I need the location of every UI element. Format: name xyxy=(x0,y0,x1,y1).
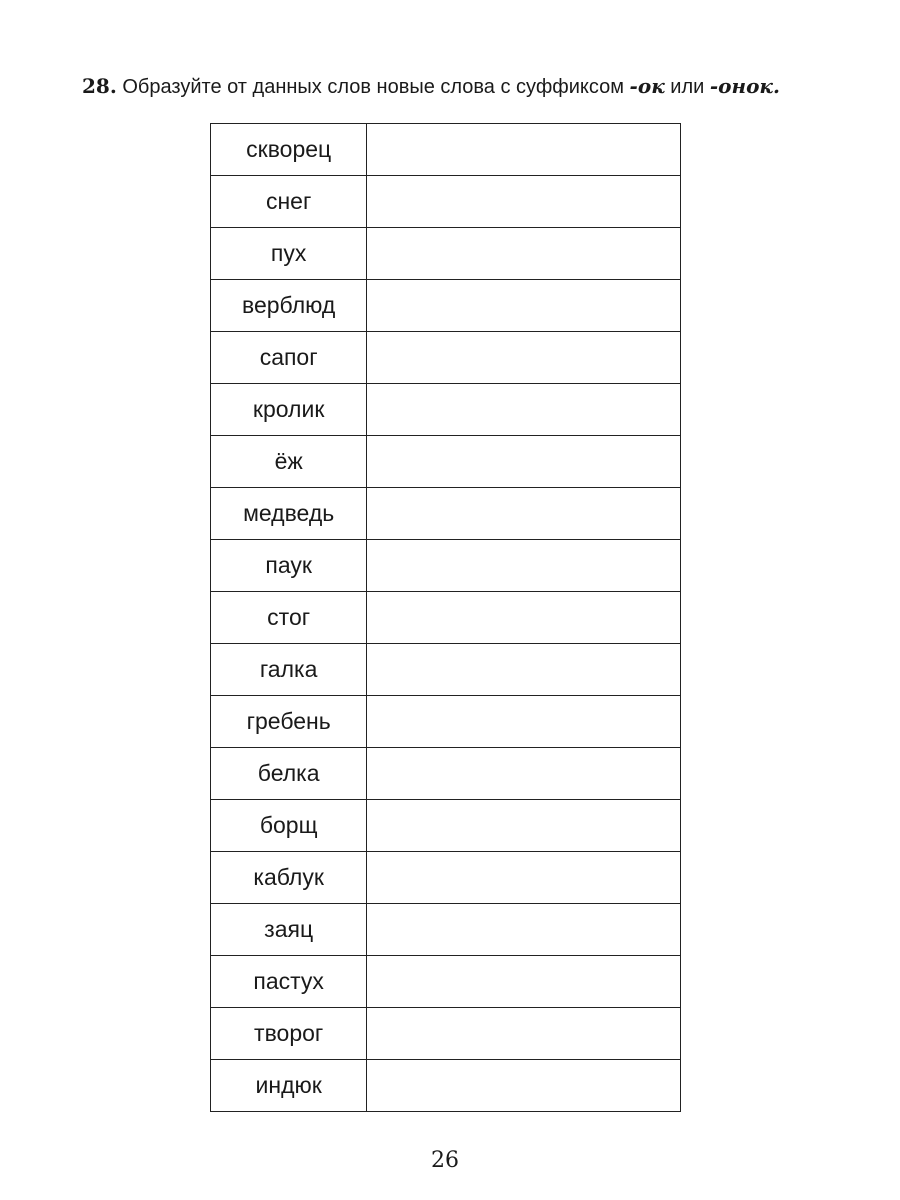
table-row xyxy=(211,332,681,384)
answer-cell[interactable] xyxy=(367,488,681,540)
answer-cell[interactable] xyxy=(367,176,681,228)
table-row xyxy=(211,384,681,436)
table-row xyxy=(211,748,681,800)
word-cell: ёж xyxy=(211,436,367,488)
word-table xyxy=(210,123,681,1112)
word-cell: борщ xyxy=(211,800,367,852)
word-cell: творог xyxy=(211,1008,367,1060)
word-cell: медведь xyxy=(211,488,367,540)
page-number: 26 xyxy=(431,1148,459,1173)
answer-cell[interactable] xyxy=(367,228,681,280)
table-row xyxy=(211,956,681,1008)
answer-cell[interactable] xyxy=(367,436,681,488)
answer-cell[interactable] xyxy=(367,280,681,332)
answer-cell[interactable] xyxy=(367,852,681,904)
word-cell: стог xyxy=(211,592,367,644)
word-cell: каблук xyxy=(211,852,367,904)
table-row xyxy=(211,1060,681,1112)
word-cell: галка xyxy=(211,644,367,696)
answer-cell[interactable] xyxy=(367,800,681,852)
table-row xyxy=(211,904,681,956)
answer-cell[interactable] xyxy=(367,540,681,592)
suffix-onok: -онок. xyxy=(709,74,780,98)
word-cell: пастух xyxy=(211,956,367,1008)
word-cell: паук xyxy=(211,540,367,592)
task-text: Образуйте от данных слов новые слова с суффиксом xyxy=(122,76,624,98)
table-row xyxy=(211,176,681,228)
answer-cell[interactable] xyxy=(367,956,681,1008)
answer-cell[interactable] xyxy=(367,592,681,644)
word-cell: скворец xyxy=(211,124,367,176)
table-row xyxy=(211,800,681,852)
word-cell: кролик xyxy=(211,384,367,436)
word-cell: снег xyxy=(211,176,367,228)
word-cell: сапог xyxy=(211,332,367,384)
answer-cell[interactable] xyxy=(367,384,681,436)
table-row xyxy=(211,592,681,644)
table-row xyxy=(211,280,681,332)
answer-cell[interactable] xyxy=(367,124,681,176)
answer-cell[interactable] xyxy=(367,748,681,800)
word-cell: индюк xyxy=(211,1060,367,1112)
answer-cell[interactable] xyxy=(367,1008,681,1060)
word-cell: гребень xyxy=(211,696,367,748)
table-row xyxy=(211,644,681,696)
task-connector: или xyxy=(670,76,705,98)
word-cell: белка xyxy=(211,748,367,800)
answer-cell[interactable] xyxy=(367,696,681,748)
answer-cell[interactable] xyxy=(367,332,681,384)
table-row xyxy=(211,436,681,488)
table-row xyxy=(211,852,681,904)
word-cell: верблюд xyxy=(211,280,367,332)
task-heading xyxy=(82,72,780,101)
table-row xyxy=(211,696,681,748)
table-row xyxy=(211,1008,681,1060)
answer-cell[interactable] xyxy=(367,644,681,696)
table-row xyxy=(211,228,681,280)
word-cell: заяц xyxy=(211,904,367,956)
table-row xyxy=(211,124,681,176)
table-row xyxy=(211,488,681,540)
table-row xyxy=(211,540,681,592)
word-cell: пух xyxy=(211,228,367,280)
answer-cell[interactable] xyxy=(367,1060,681,1112)
suffix-ok: -ок xyxy=(629,74,665,98)
task-number: 28. xyxy=(82,74,117,98)
answer-cell[interactable] xyxy=(367,904,681,956)
